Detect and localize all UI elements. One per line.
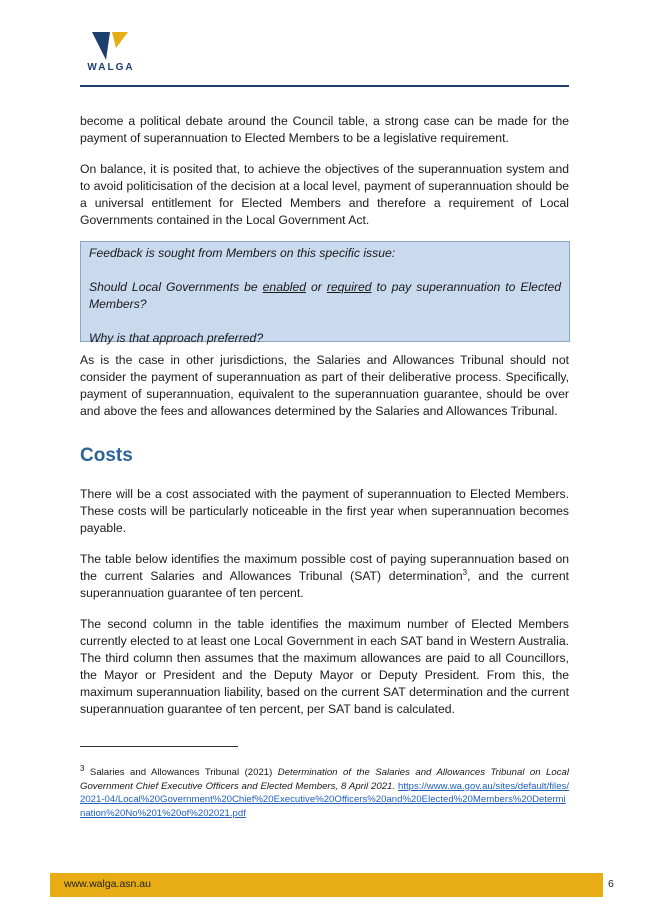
costs-paragraph-1: [80, 486, 569, 537]
footer-url[interactable]: www.walga.asn.au: [64, 878, 151, 890]
callout-question: [89, 279, 561, 313]
footnote-title: Determination of the Salaries and Allowances Tribunal on Local Government Chief Executive Officers and Elected Members, 8 April 2021: [80, 767, 569, 792]
footnote: [80, 763, 569, 820]
feedback-callout: [80, 241, 570, 345]
callout-question-prefix: Should Local Governments be: [89, 280, 263, 294]
paragraph-text: There will be a cost associated with the payment of superannuation to Elected Members. These costs will be particularly noticeable in the first year when superannuation becomes payable.: [80, 487, 569, 535]
paragraph-2: [80, 161, 569, 229]
callout-enabled: enabled: [262, 280, 307, 294]
callout-intro: Feedback is sought from Members on this specific issue:: [89, 246, 396, 260]
paragraph-text: As is the case in other jurisdictions, the Salaries and Allowances Tribunal should not consider the payment of superannuation as part of their deliberative process. Specifically, payment of superannuation, equivalent to the superannuation guarantee, should be over and above the fees and allowances determined by the Salaries and Allowances Tribunal.: [80, 353, 569, 418]
footnote-link[interactable]: https://www.wa.gov.au/sites/default/files/2021-04/Local%20Government%20Chief%20Executive%20Officers%20and%20Elected%20Members%20Determination%20No%201%20of%202021.pdf: [80, 780, 569, 819]
paragraph-text: On balance, it is posited that, to achieve the objectives of the superannuation system and to avoid politicisation of the decision at a local level, payment of superannuation should be a universal entitlement for Elected Members and therefore a requirement of Local Governments contained in the Local Government Act.: [80, 162, 569, 227]
section-heading-costs: Costs: [80, 445, 133, 466]
paragraph-text: The second column in the table identifies the maximum number of Elected Members currently elected to at least one Local Government in each SAT band in Western Australia. The third column then assumes that the maximum allowances are paid to all Councillors, the Mayor or President and the Deputy Mayor or Deputy President. From this, the maximum superannuation liability, based on the current SAT determination and the current superannuation guarantee of ten percent, per SAT band is calculated.: [80, 617, 569, 716]
callout-or: or: [306, 280, 327, 294]
footnote-divider: [80, 746, 238, 747]
costs-paragraph-2: [80, 551, 569, 602]
paragraph-text: [80, 551, 569, 602]
footnote-end: .: [392, 780, 396, 792]
costs-p2-before: The table below identifies the maximum possible cost of paying superannuation based on the current Salaries and Allowances Tribunal (SAT) determination: [80, 552, 569, 583]
footnote-number: 3: [80, 763, 85, 773]
callout-why: Why is that approach preferred?: [89, 331, 264, 345]
paragraph-3: [80, 352, 569, 420]
costs-p2-after: , and the current superannuation guarantee of ten percent.: [80, 569, 569, 600]
callout-question-suffix: to pay superannuation to Elected Members?: [89, 280, 562, 311]
logo-text: WALGA: [87, 62, 135, 73]
paragraph-1: [80, 113, 569, 147]
header-divider: [80, 85, 569, 87]
callout-required: required: [326, 280, 372, 294]
footnote-text: Salaries and Allowances Tribunal (2021): [84, 767, 278, 778]
page-number: 6: [608, 878, 614, 890]
costs-paragraph-3: [80, 616, 569, 718]
paragraph-text: become a political debate around the Council table, a strong case can be made for the payment of superannuation to Elected Members to be a legislative requirement.: [80, 114, 569, 145]
footnote-reference[interactable]: 3: [462, 567, 468, 577]
